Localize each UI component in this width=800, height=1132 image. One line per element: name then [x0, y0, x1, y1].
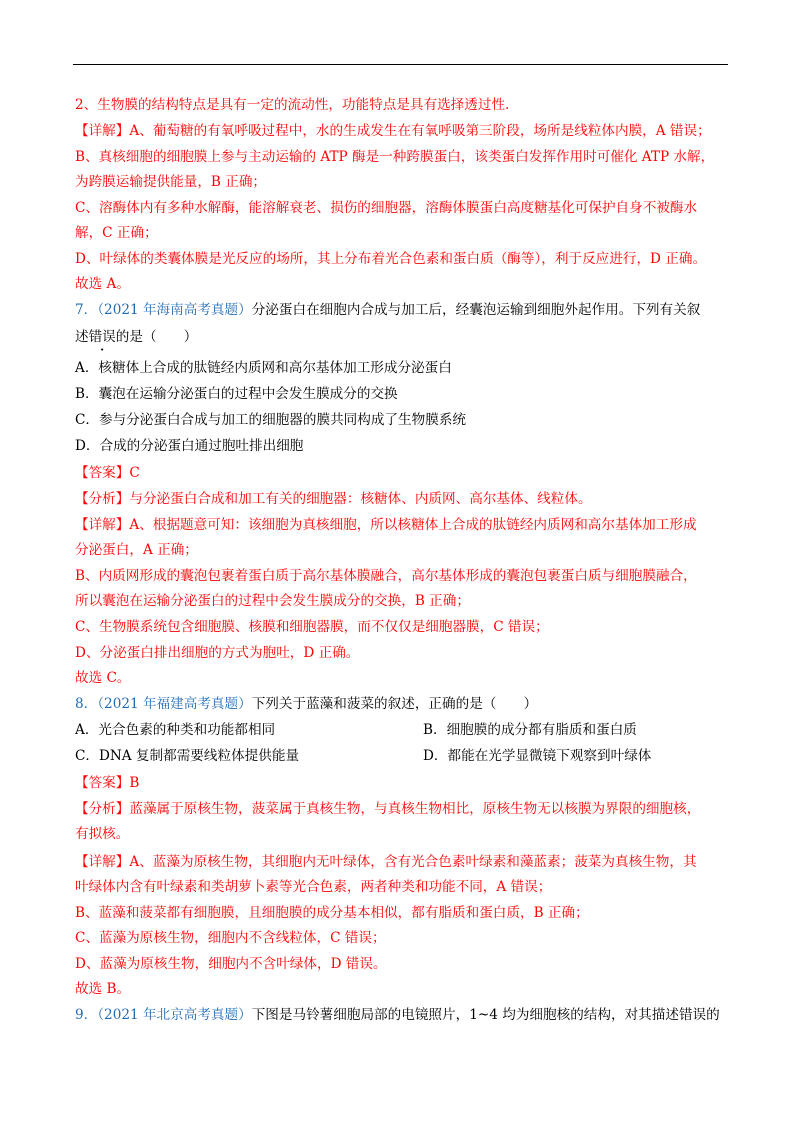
question-text: 分泌蛋白在细胞内合成与加工后，经囊泡运输到细胞外起作用。下列有关叙	[251, 302, 701, 318]
conclusion: 故选 C。	[75, 670, 131, 686]
option-a: A．光合色素的种类和功能都相同	[75, 722, 276, 738]
question-text: 下列关于蓝藻和菠菜的叙述，正确的是（ ）	[251, 696, 538, 712]
answer: 【答案】C	[75, 465, 140, 481]
question-number: 7．	[75, 302, 98, 318]
header-rule	[73, 64, 728, 65]
detail-line: C、蓝藻为原核生物，细胞内不含线粒体，C 错误；	[75, 930, 386, 946]
option-d: D．合成的分泌蛋白通过胞吐排出细胞	[75, 438, 304, 454]
detail-line: D、分泌蛋白排出细胞的方式为胞吐，D 正确。	[75, 645, 360, 661]
text-line: 2、生物膜的结构特点是具有一定的流动性，功能特点是具有选择透过性.	[75, 97, 510, 113]
option-c: C．参与分泌蛋白合成与加工的细胞器的膜共同构成了生物膜系统	[75, 412, 467, 428]
option-b: B．细胞膜的成分都有脂质和蛋白质	[423, 722, 637, 738]
answer: 【答案】B	[75, 775, 140, 791]
question-9-stem	[75, 1005, 735, 1025]
option-b: B．囊泡在运输分泌蛋白的过程中会发生膜成分的交换	[75, 386, 398, 402]
options-row-1	[75, 720, 735, 740]
detail-line: 【详解】A、蓝藻为原核生物，其细胞内无叶绿体，含有光合色素叶绿素和藻蓝素；菠菜为真核生物，其	[75, 854, 697, 870]
text-line: 解，C 正确；	[75, 225, 158, 241]
detail-line: D、蓝藻为原核生物，细胞内不含叶绿体，D 错误。	[75, 956, 387, 972]
question-text: 述	[75, 329, 89, 345]
question-7-stem-cont	[75, 327, 735, 347]
option-d: D．都能在光学显微镜下观察到叶绿体	[423, 748, 652, 764]
conclusion: 故选 B。	[75, 981, 131, 997]
text-line: 为跨膜运输提供能量，B 正确；	[75, 174, 267, 190]
question-source: （2021 年北京高考真题）	[97, 1007, 252, 1023]
options-row-2	[75, 746, 735, 766]
text-line: D、叶绿体的类囊体膜是光反应的场所，其上分布着光合色素和蛋白质（酶等），利于反应进行，D 正确。	[75, 251, 707, 267]
analysis: 【分析】蓝藻属于原核生物，菠菜属于真核生物，与真核生物相比，原核生物无以核膜为界限的细胞核，	[75, 801, 701, 817]
question-7-stem	[75, 300, 735, 320]
text-line: C、溶酶体内有多种水解酶，能溶解衰老、损伤的细胞器，溶酶体膜蛋白高度糖基化可保护自身不被酶水	[75, 200, 698, 216]
analysis: 【分析】与分泌蛋白合成和加工有关的细胞器：核糖体、内质网、高尔基体、线粒体。	[75, 491, 592, 507]
analysis: 有拟核。	[75, 826, 130, 842]
question-8-stem	[75, 694, 735, 714]
emphasis-text: 错误	[88, 329, 116, 345]
text-line: 故选 A。	[75, 276, 130, 292]
question-text: 下图是马铃薯细胞局部的电镜照片，1~4 均为细胞核的结构，对其描述错误的	[251, 1007, 720, 1023]
text-line: 【详解】A、葡萄糖的有氧呼吸过程中，水的生成发生在有氧呼吸第三阶段，场所是线粒体内膜，A 错误；	[75, 123, 711, 139]
question-number: 8．	[75, 696, 98, 712]
question-source: （2021 年福建高考真题）	[97, 696, 252, 712]
question-source: （2021 年海南高考真题）	[97, 302, 252, 318]
detail-line: B、蓝藻和菠菜都有细胞膜，且细胞膜的成分基本相似，都有脂质和蛋白质，B 正确；	[75, 905, 589, 921]
option-a: A．核糖体上合成的肽链经内质网和高尔基体加工形成分泌蛋白	[75, 360, 452, 376]
detail-line: 【详解】A、根据题意可知：该细胞为真核细胞，所以核糖体上合成的肽链经内质网和高尔基体加工形成	[75, 517, 697, 533]
question-text: 的是（ ）	[115, 329, 198, 345]
detail-line: B、内质网形成的囊泡包裹着蛋白质于高尔基体膜融合，高尔基体形成的囊泡包裹蛋白质与细胞膜融合，	[75, 568, 697, 584]
detail-line: C、生物膜系统包含细胞膜、核膜和细胞器膜，而不仅仅是细胞器膜，C 错误；	[75, 619, 549, 635]
detail-line: 分泌蛋白，A 正确；	[75, 542, 198, 558]
detail-line: 所以囊泡在运输分泌蛋白的过程中会发生膜成分的交换，B 正确；	[75, 593, 470, 609]
option-c: C．DNA 复制都需要线粒体提供能量	[75, 748, 300, 764]
detail-line: 叶绿体内含有叶绿素和类胡萝卜素等光合色素，两者种类和功能不同，A 错误；	[75, 879, 552, 895]
question-number: 9．	[75, 1007, 98, 1023]
text-line: B、真核细胞的细胞膜上参与主动运输的 ATP 酶是一种跨膜蛋白，该类蛋白发挥作用时可催化 ATP 水解，	[75, 149, 715, 165]
